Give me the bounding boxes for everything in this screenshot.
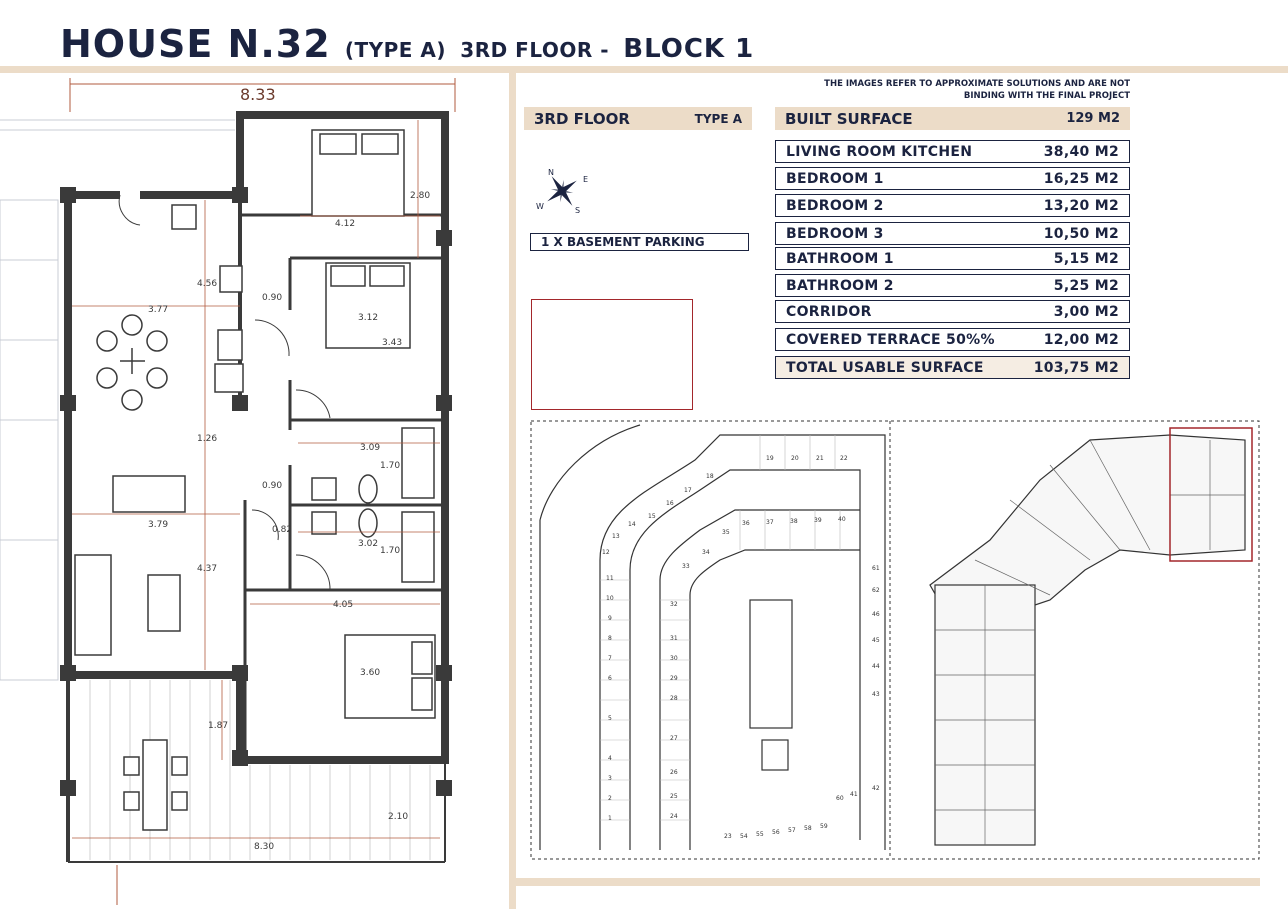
dim-210: 2.10 <box>388 812 409 822</box>
compass-icon <box>534 166 594 216</box>
parking-number: 27 <box>670 735 678 742</box>
dim-126: 1.26 <box>197 434 218 444</box>
parking-number: 3 <box>608 775 612 782</box>
parking-number: 5 <box>608 715 612 722</box>
parking-number: 55 <box>756 831 764 838</box>
parking-number: 8 <box>608 635 612 642</box>
parking-number: 24 <box>670 813 678 820</box>
parking-number: 18 <box>706 473 714 480</box>
parking-number: 26 <box>670 769 678 776</box>
parking-number: 2 <box>608 795 612 802</box>
parking-number: 23 <box>724 833 732 840</box>
parking-number: 12 <box>602 549 610 556</box>
title-block: BLOCK 1 <box>623 34 755 64</box>
room-label: CORRIDOR <box>786 303 872 320</box>
bottom-divider <box>516 878 1260 886</box>
room-label: BEDROOM 2 <box>786 197 884 214</box>
title-floor: 3RD FLOOR - <box>460 38 610 62</box>
parking-number: 61 <box>872 565 880 572</box>
room-value: 13,20 M2 <box>1043 197 1119 214</box>
compass-s: S <box>575 206 581 215</box>
room-row <box>775 222 1130 245</box>
room-row <box>775 194 1130 217</box>
room-label: COVERED TERRACE 50%% <box>786 331 995 348</box>
dim-405: 4.05 <box>333 600 354 610</box>
parking-number: 60 <box>836 795 844 802</box>
room-value: 5,25 M2 <box>1053 277 1119 294</box>
parking-label: 1 X BASEMENT PARKING <box>530 233 749 251</box>
room-row <box>775 140 1130 163</box>
dim-090b: 0.90 <box>262 481 283 491</box>
dim-280: 2.80 <box>410 191 431 201</box>
room-label: BEDROOM 3 <box>786 225 884 242</box>
parking-number: 25 <box>670 793 678 800</box>
total-label: TOTAL USABLE SURFACE <box>786 359 984 376</box>
room-label: BATHROOM 1 <box>786 250 894 267</box>
compass-n: N <box>548 168 554 177</box>
parking-number: 10 <box>606 595 614 602</box>
parking-number: 9 <box>608 615 612 622</box>
parking-number: 30 <box>670 655 678 662</box>
dim-309: 3.09 <box>360 443 381 453</box>
parking-number: 44 <box>872 663 880 670</box>
dim-456: 4.56 <box>197 279 218 289</box>
parking-number: 7 <box>608 655 612 662</box>
floor-plan <box>0 74 505 909</box>
dim-170b: 1.70 <box>380 546 401 556</box>
room-label: LIVING ROOM KITCHEN <box>786 143 973 160</box>
parking-number: 59 <box>820 823 828 830</box>
title-house-number: HOUSE N.32 <box>60 22 331 66</box>
parking-number: 43 <box>872 691 880 698</box>
parking-number: 28 <box>670 695 678 702</box>
parking-number: 31 <box>670 635 678 642</box>
compass-w: W <box>536 202 544 211</box>
parking-number: 58 <box>804 825 812 832</box>
dim-312: 3.12 <box>358 313 379 323</box>
floor-label: 3RD FLOOR <box>534 109 630 128</box>
parking-number: 39 <box>814 517 822 524</box>
dim-830: 8.30 <box>254 842 275 852</box>
parking-number: 4 <box>608 755 612 762</box>
disclaimer-line-2: BINDING WITH THE FINAL PROJECT <box>963 91 1130 101</box>
dim-170a: 1.70 <box>380 461 401 471</box>
parking-number: 16 <box>666 500 674 507</box>
title-type: (TYPE A) <box>344 38 447 62</box>
room-row <box>775 247 1130 270</box>
dim-412: 4.12 <box>335 219 356 229</box>
parking-number: 37 <box>766 519 774 526</box>
site-plan <box>530 420 1260 862</box>
parking-number: 17 <box>684 487 692 494</box>
room-value: 12,00 M2 <box>1043 331 1119 348</box>
dim-377: 3.77 <box>148 305 169 315</box>
room-row <box>775 274 1130 297</box>
total-value: 103,75 M2 <box>1033 359 1119 376</box>
room-value: 16,25 M2 <box>1043 170 1119 187</box>
parking-number: 21 <box>816 455 824 462</box>
parking-number: 15 <box>648 513 656 520</box>
dim-082: 0.82 <box>272 525 293 535</box>
room-row <box>775 167 1130 190</box>
disclaimer <box>800 78 1130 102</box>
parking-number: 56 <box>772 829 780 836</box>
parking-number: 14 <box>628 521 636 528</box>
dim-437: 4.37 <box>197 564 218 574</box>
empty-red-frame <box>531 299 693 410</box>
parking-number: 29 <box>670 675 678 682</box>
parking-number: 38 <box>790 518 798 525</box>
parking-number: 19 <box>766 455 774 462</box>
dim-090a: 0.90 <box>262 293 283 303</box>
parking-number: 32 <box>670 601 678 608</box>
parking-number: 40 <box>838 516 846 523</box>
room-row <box>775 300 1130 323</box>
dim-379: 3.79 <box>148 520 169 530</box>
parking-number: 35 <box>722 529 730 536</box>
room-row <box>775 328 1130 351</box>
parking-number: 22 <box>840 455 848 462</box>
parking-number: 57 <box>788 827 796 834</box>
floor-header <box>524 107 752 130</box>
parking-number: 13 <box>612 533 620 540</box>
compass-e: E <box>583 175 589 184</box>
built-surface-value: 129 M2 <box>1066 111 1120 126</box>
disclaimer-line-1: THE IMAGES REFER TO APPROXIMATE SOLUTIONS AND ARE NOT <box>824 79 1130 89</box>
parking-number: 33 <box>682 563 690 570</box>
room-value: 38,40 M2 <box>1043 143 1119 160</box>
built-surface-label: BUILT SURFACE <box>785 109 913 128</box>
room-value: 5,15 M2 <box>1053 250 1119 267</box>
room-label: BATHROOM 2 <box>786 277 894 294</box>
room-label: BEDROOM 1 <box>786 170 884 187</box>
top-divider <box>0 66 1288 73</box>
parking-number: 46 <box>872 611 880 618</box>
parking-number: 34 <box>702 549 710 556</box>
built-surface-row <box>775 107 1130 130</box>
vertical-divider <box>509 73 516 909</box>
parking-number: 54 <box>740 833 748 840</box>
parking-number: 36 <box>742 520 750 527</box>
room-value: 10,50 M2 <box>1043 225 1119 242</box>
page-title <box>60 22 754 66</box>
parking-number: 20 <box>791 455 799 462</box>
dim-187: 1.87 <box>208 721 229 731</box>
dim-302: 3.02 <box>358 539 379 549</box>
parking-number: 11 <box>606 575 614 582</box>
parking-number: 1 <box>608 815 612 822</box>
dim-360: 3.60 <box>360 668 381 678</box>
parking-number: 42 <box>872 785 880 792</box>
parking-number: 45 <box>872 637 880 644</box>
parking-number: 62 <box>872 587 880 594</box>
dim-overall: 8.33 <box>240 85 276 104</box>
parking-number: 41 <box>850 791 858 798</box>
parking-number: 6 <box>608 675 612 682</box>
room-value: 3,00 M2 <box>1053 303 1119 320</box>
floor-type: TYPE A <box>694 111 742 126</box>
total-row <box>775 356 1130 379</box>
dim-343: 3.43 <box>382 338 403 348</box>
